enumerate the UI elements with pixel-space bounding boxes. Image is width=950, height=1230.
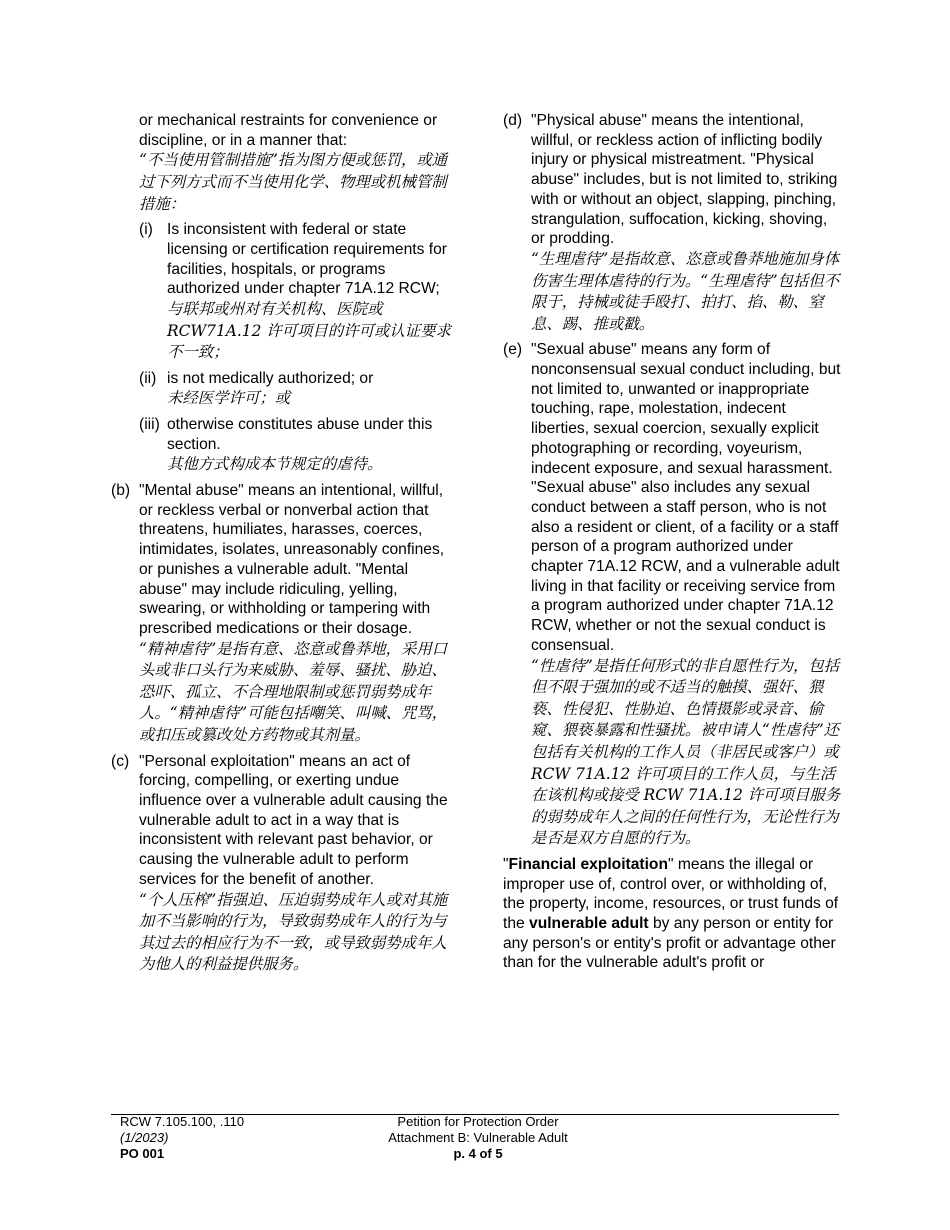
footer-date: (1/2023) [120, 1130, 169, 1145]
item-d-physical-abuse [503, 111, 843, 335]
subitem-zh: 与联邦或州对有关机构、医院或 RCW71A.12 许可项目的许可或认证要求不一致； [167, 300, 451, 362]
restraint-intro [111, 111, 456, 215]
item-label: (b) [111, 482, 131, 500]
item-e-sexual-abuse [503, 340, 843, 850]
item-zh: “个人压榨”指强迫、压迫弱势成年人或对其施加不当影响的行为，导致弱势成年人的行为与其过去的相应行为不一致，或导致弱势成年人为他人的利益提供服务。 [139, 890, 448, 974]
subitem-en: otherwise constitutes abuse under this section. [167, 416, 433, 453]
footer-rcw: RCW 7.105.100, .110 [120, 1114, 245, 1129]
subitem-zh: 其他方式构成本节规定的虐待。 [167, 455, 383, 474]
item-en: "Personal exploitation" means an act of forcing, compelling, or exerting undue influence over a vulnerable adult causing the vulnerable adult to act in a way that is inconsistent with relevant past behavior, or causing the vulnerable adult to perform services for the benefit of another. [139, 752, 448, 888]
financial-text-1: " means the illegal or improper use of, control over, or withholding of, the property, income, resources, or trust funds of the [503, 855, 839, 932]
restraint-intro-zh: “不当使用管制措施”指为图方便或惩罚，或通过下列方式而不当使用化学、物理或机械管制措施： [139, 151, 448, 213]
item-en: "Mental abuse" means an intentional, willful, or reckless verbal or nonverbal action that threatens, humiliates, harasses, coerces, intimidates, isolates, unreasonably confines, or punishes a vulnerable adult. "Mental abuse" may include ridiculing, yelling, swearing, or withholding or tampering with prescribed medications or their dosage. [139, 482, 445, 637]
footer-center [330, 1114, 626, 1162]
financial-exploitation-term: Financial exploitation [508, 855, 668, 873]
subitem-iii [139, 415, 456, 476]
subitem-label: (ii) [139, 369, 157, 387]
footer-title-1: Petition for Protection Order [397, 1114, 559, 1129]
item-c-personal-exploitation [111, 752, 456, 976]
item-zh: “生理虐待”是指故意、恣意或鲁莽地施加身体伤害生理体虐待的行为。“生理虐待”包括但不限于，持械或徒手殴打、拍打、掐、勒、窒息、踢、推或戳。 [531, 249, 840, 333]
financial-exploitation-definition [503, 855, 843, 973]
item-en: "Physical abuse" means the intentional, willful, or reckless action of inflicting bodily injury or physical mistreatment. "Physical abuse" includes, but is not limited to, striking with or without an object, slapping, pinching, strangulation, suffocation, kicking, shoving, or prodding. [531, 112, 838, 248]
subitem-en: Is inconsistent with federal or state licensing or certification requirements for facilities, hospitals, or programs authorized under chapter 71A.12 RCW; [167, 221, 447, 298]
item-b-mental-abuse [111, 481, 456, 747]
item-en: "Sexual abuse" means any form of nonconsensual sexual conduct including, but not limited to, unwanted or inappropriate touching, rape, molestation, indecent liberties, sexual coercion, sexually explicit photographing or recording, voyeurism, indecent exposure, and sexual harassment. "Sexual abuse" also includes any sexual conduct between a staff person, who is not also a resident or client, of a facility or a staff person of a program authorized under chapter 71A.12 RCW, and a vulnerable adult living in that facility or receiving service from a program authorized under chapter 71A.12 RCW, whether or not the sexual conduct is consensual. [531, 341, 841, 654]
right-column [503, 111, 843, 973]
subitem-label: (iii) [139, 416, 160, 434]
subitem-zh: 未经医学许可；或 [167, 389, 291, 408]
footer-title-2: Attachment B: Vulnerable Adult [388, 1130, 568, 1145]
footer-page-number: p. 4 of 5 [453, 1146, 503, 1161]
item-zh: “精神虐待”是指有意、恣意或鲁莽地，采用口头或非口头行为来威胁、羞辱、骚扰、胁迫、恐吓、孤立、不合理地限制或惩罚弱势成年人。“精神虐待”可能包括嘲笑、叫喊、咒骂，或扣压或篡改处方药物或其剂量。 [139, 639, 448, 745]
item-label: (e) [503, 341, 523, 359]
subitem-en: is not medically authorized; or [167, 369, 374, 387]
item-zh: “性虐待”是指任何形式的非自愿性行为，包括但不限于强加的或不适当的触摸、强奸、猥亵、性侵犯、性胁迫、色情摄影或录音、偷窥、猥亵暴露和性骚扰。被申请人“性虐待”还包括有关机构的工作人员（非居民或客户）或 RCW 71A.12 许可项目的工作人员，与生活在该机构或接受 RCW 71A.12 许可项目服务的弱势成年人之间的任何性行为，无论性行为是否是双方自愿的行为。 [531, 656, 841, 848]
quote-open: " [503, 855, 509, 873]
footer-left [120, 1114, 350, 1162]
footer-form-number: PO 001 [120, 1146, 165, 1161]
subitem-label: (i) [139, 221, 153, 239]
subitem-i [139, 220, 456, 364]
item-label: (c) [111, 752, 130, 770]
item-label: (d) [503, 112, 523, 129]
subitem-ii [139, 369, 456, 410]
restraint-intro-en: or mechanical restraints for convenience or discipline, or in a manner that: [139, 112, 438, 149]
vulnerable-adult-term: vulnerable adult [529, 915, 649, 932]
financial-text-2: by any person or entity for any person's or entity's profit or advantage other than for the vulnerable adult's profit or [503, 915, 836, 972]
left-column [111, 111, 456, 981]
